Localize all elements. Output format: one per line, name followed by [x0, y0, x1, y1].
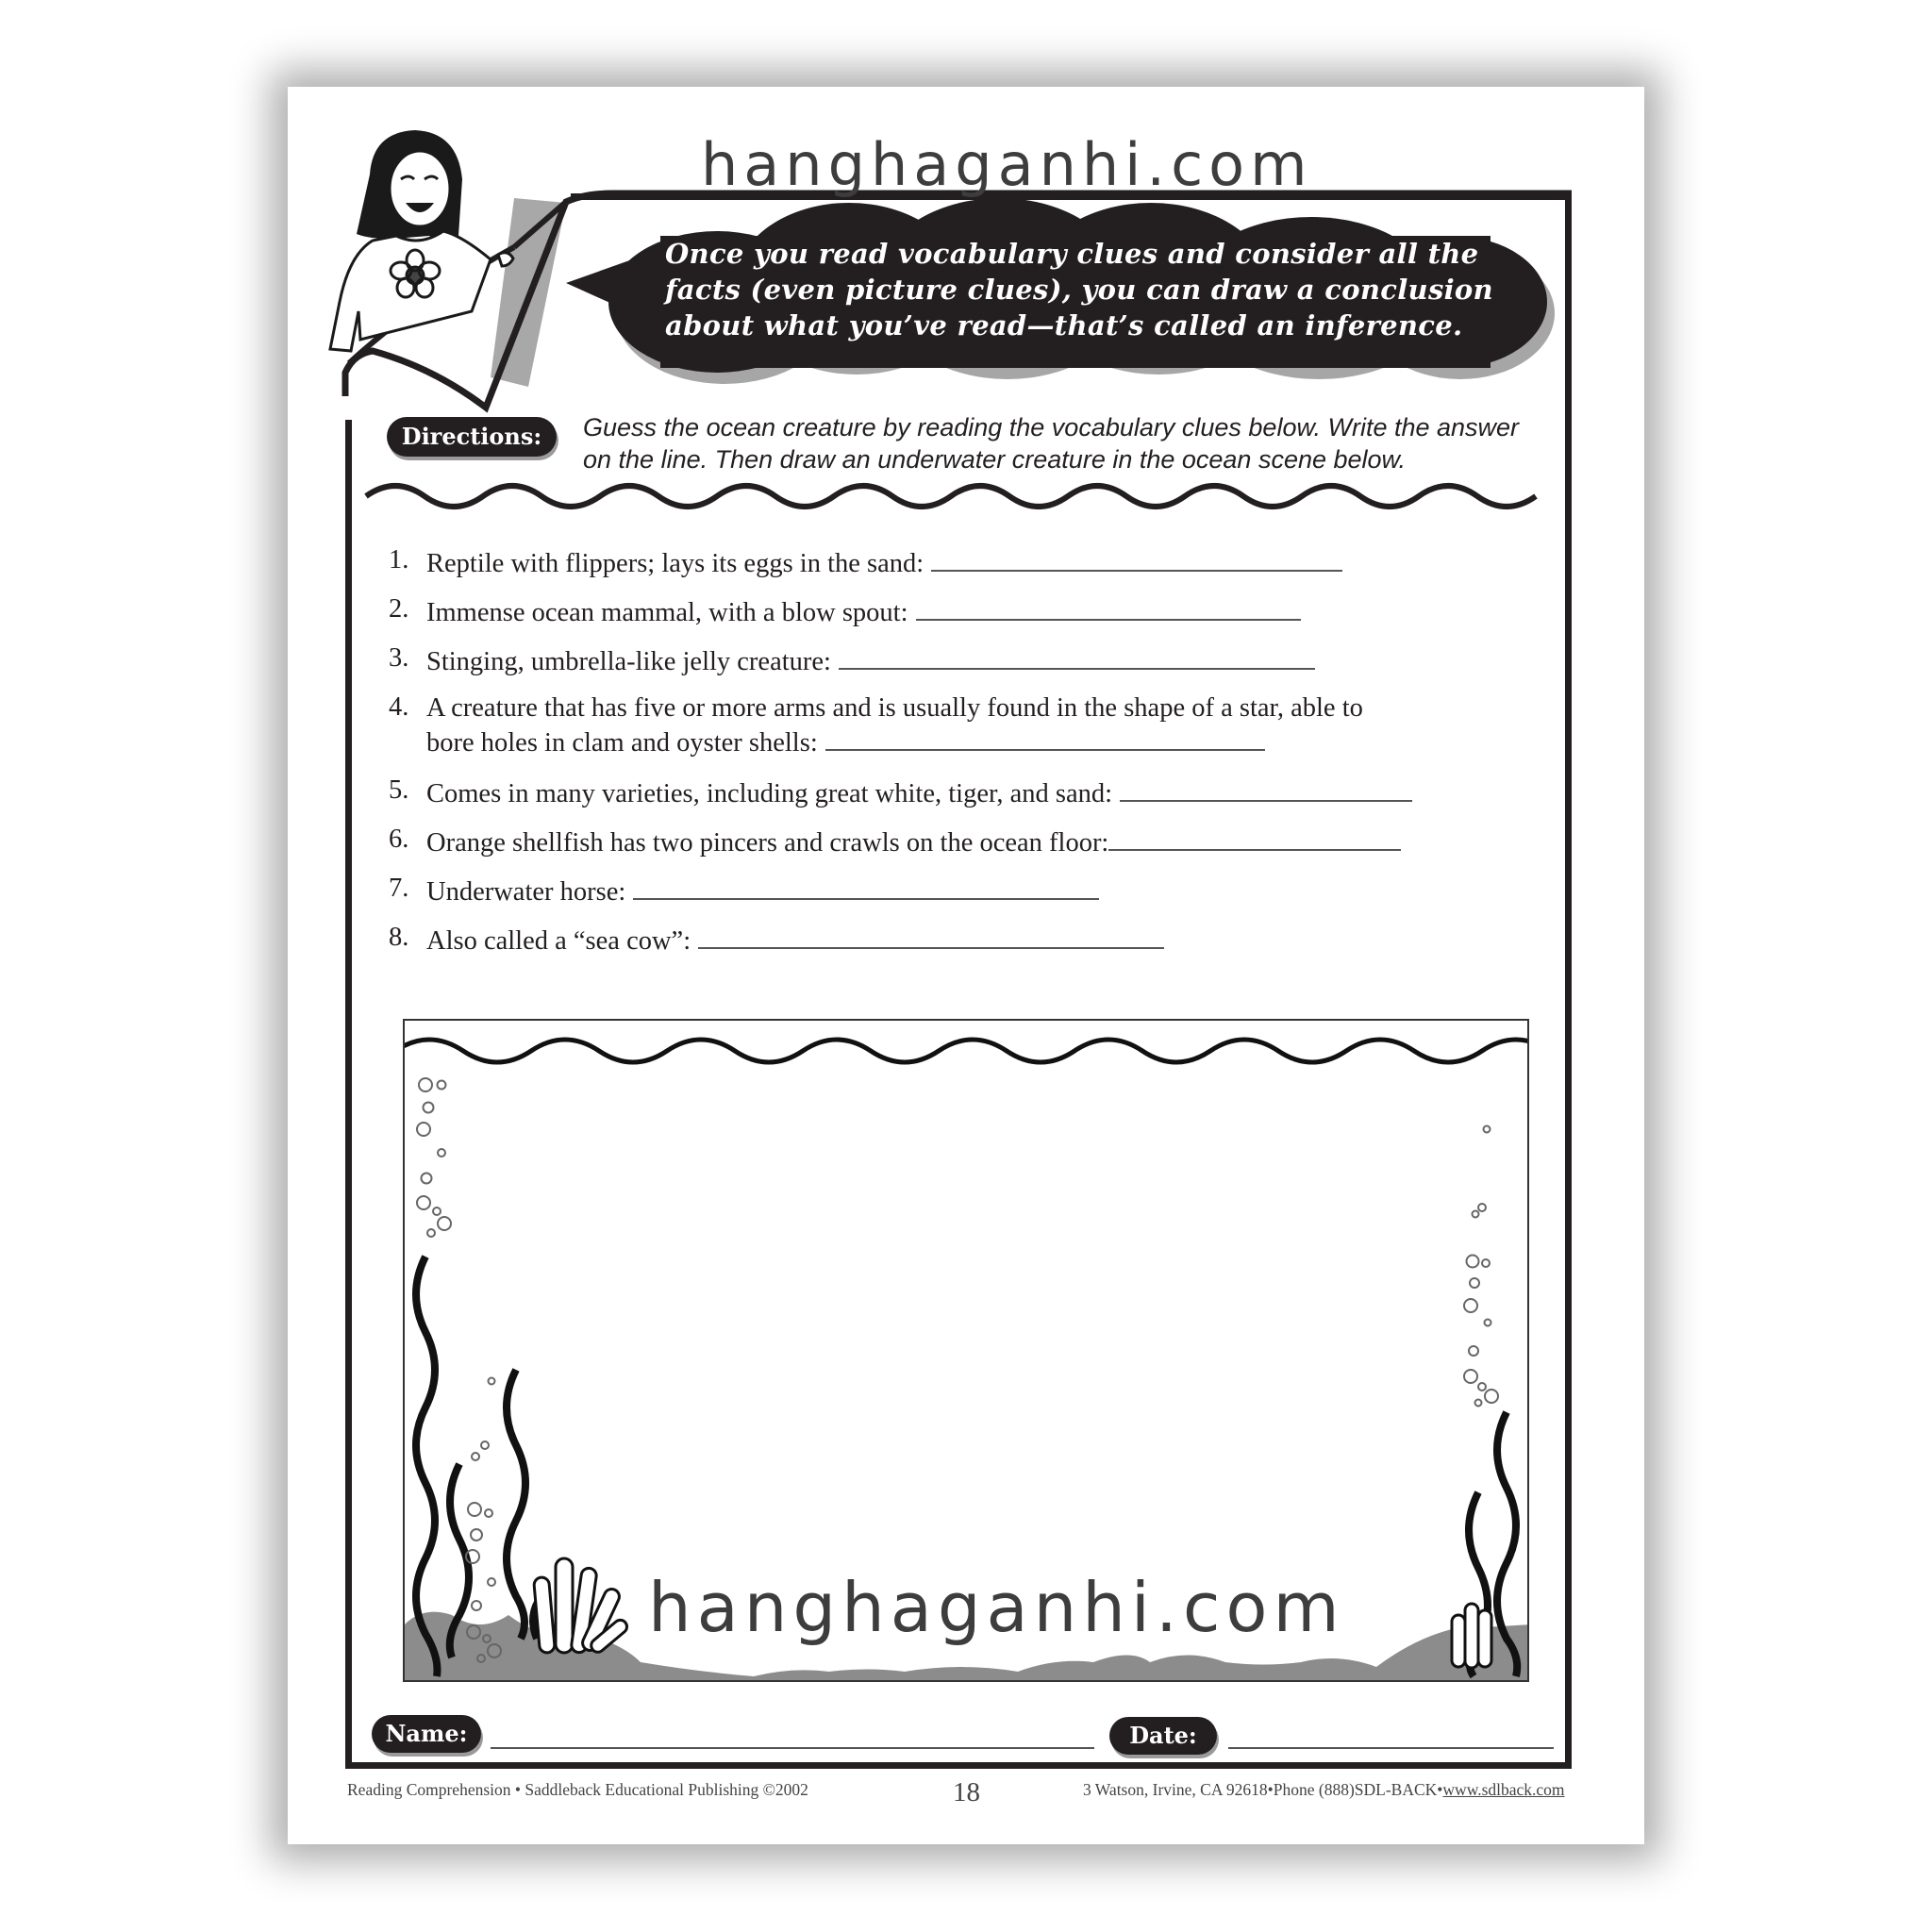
question-item: 1. Reptile with flippers; lays its eggs in the sand: [389, 545, 1558, 594]
footer-contact: 3 Watson, Irvine, CA 92618•Phone (888)SDL-BACK•www.sdlback.com [1083, 1780, 1565, 1799]
directions-text: Guess the ocean creature by reading the vocabulary clues below. Write the answer on the line. Then draw an underwater creature in the ocean scene below. [583, 413, 1520, 474]
name-field[interactable] [491, 1747, 1094, 1749]
bubbles-right [1464, 1126, 1498, 1407]
bubbles-left [417, 1078, 501, 1662]
ocean-drawing-area[interactable] [403, 1019, 1529, 1682]
question-item: 4. A creature that has five or more arms and is usually found in the shape of a star, able to bore holes in clam and oyster shells: [389, 692, 1363, 758]
answer-line-1[interactable] [931, 545, 1342, 572]
answer-line-7[interactable] [633, 874, 1099, 900]
answer-line-4[interactable] [825, 724, 1265, 751]
page-number: 18 [953, 1777, 980, 1807]
watermark-top: hanghaganhi.com [701, 130, 1313, 199]
footer-publisher: Reading Comprehension • Saddleback Educational Publishing ©2002 [347, 1780, 808, 1799]
question-item: 5. Comes in many varieties, including great white, tiger, and sand: [389, 775, 1558, 824]
coral-left [534, 1558, 630, 1655]
website-link[interactable]: www.sdlback.com [1442, 1780, 1565, 1799]
question-item: 8. Also called a “sea cow”: [389, 923, 1558, 972]
water-surface-wave [405, 1040, 1529, 1062]
name-label: Name: [372, 1715, 481, 1753]
speech-bubble-text: Once you read vocabulary clues and consider all the facts (even picture clues), you can draw a conclusion about what you’ve read—that’s called an inference. [665, 238, 1493, 341]
answer-line-3[interactable] [839, 643, 1315, 670]
question-list [389, 545, 1558, 972]
answer-line-6[interactable] [1108, 824, 1401, 851]
question-item: 2. Immense ocean mammal, with a blow spout: [389, 594, 1558, 643]
question-item: 6. Orange shellfish has two pincers and crawls on the ocean floor: [389, 824, 1558, 874]
answer-line-8[interactable] [698, 923, 1164, 949]
date-field[interactable] [1228, 1747, 1554, 1749]
question-item: 7. Underwater horse: [389, 874, 1558, 923]
wavy-divider [366, 486, 1536, 507]
girl-illustration [330, 130, 513, 351]
watermark-bottom: hanghaganhi.com [648, 1568, 1345, 1647]
date-label: Date: [1109, 1717, 1217, 1755]
directions-label: Directions: [387, 417, 557, 457]
answer-line-5[interactable] [1120, 775, 1412, 802]
answer-line-2[interactable] [916, 594, 1301, 621]
coral-right [1452, 1604, 1491, 1668]
question-item: 3. Stinging, umbrella-like jelly creature: [389, 643, 1558, 692]
